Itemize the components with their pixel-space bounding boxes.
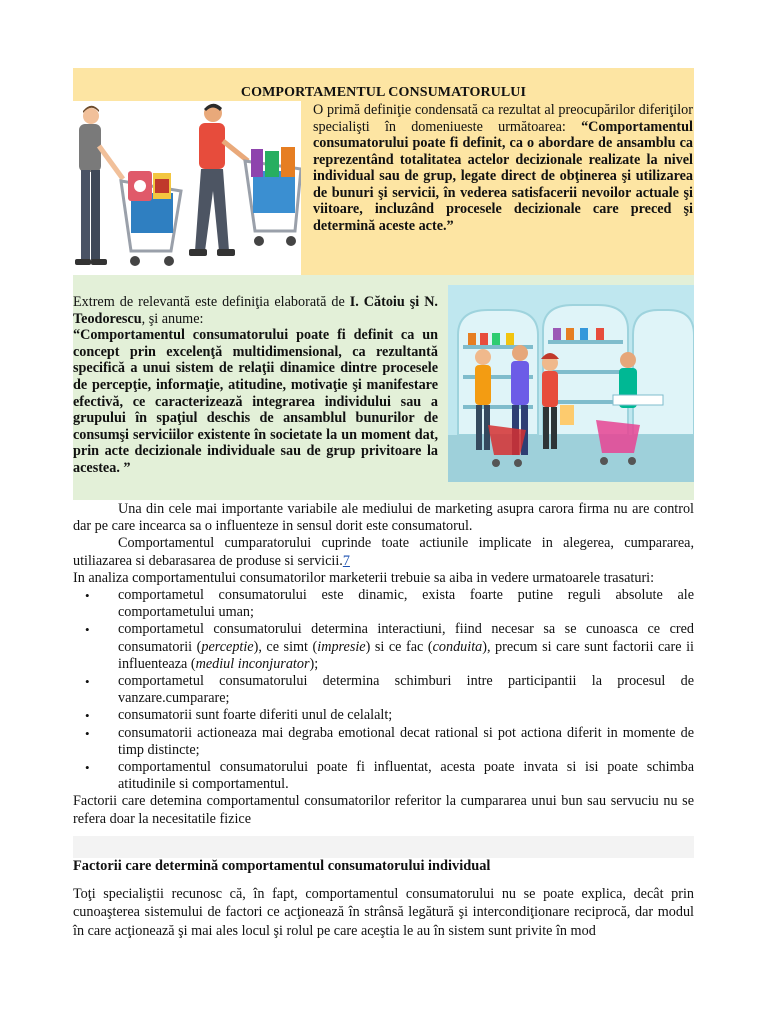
shoppers-illustration [73,101,301,275]
gray-band [73,836,694,858]
list-item: • comportamentul consumatorului poate fi influentat, acesta poate invata si isi poate schimba atitudinile si comportamentul. [73,759,694,793]
list-item-text: ) si ce fac ( [365,638,433,655]
definition-lead-end: , şi anume: [141,310,204,327]
traits-list [73,587,694,793]
definition-quote-2: “Comportamentul consumatorului poate fi definit ca un concept prin excelenţă multidimensional, ca rezultantă specifică a unui sistem de relaţii dinamice dintre procesele de percepţie, informaţie, atitudine, motivaţie şi manifestare efectivă, ce caracterizează integrarea individului sau a grupului în spaţiul deschis de ansamblul bunurilor de consumşi serviciilor existente în societate la un moment dat, prin acte decizionale individuale sau de grup privitoare la acestea. ” [73,327,438,476]
paragraph-3: In analiza comportamentului consumatorilor marketerii trebuie sa aiba in vedere urmatoarele trasaturi: [73,569,655,586]
list-item: • consumatorii actioneaza mai degraba emotional decat rational si pot actiona diferit in momente de timp distincte; [73,725,694,759]
paragraph-1: Una din cele mai importante variabile ale mediului de marketing asupra carora firma nu are control dar pe care incearca sa o influenteze in sensul dorit este consumatorul. [73,501,694,535]
paragraph-2-text: Comportamentul cumparatorului cuprinde toate actiunile implicate in alegerea, cumpararea, utiliazarea si debarasarea de produse si servicii. [73,535,694,569]
list-item: • comportametul consumatorului determina schimburi intre participantii la procesul de vanzare.cumparare; [73,673,694,707]
list-item-text: ); [309,655,319,672]
intro-sentence: O primă definiţie condensată ca rezultat al preocupărilor diferiţilor specialişti în domeniueste următoarea: [313,102,693,135]
intro-section [73,68,694,275]
list-item: • comportametul consumatorului este dinamic, exista foarte putine reguli absolute ale comportametului uman; [73,587,694,621]
list-item-text: ), ce simt ( [253,638,318,655]
last-paragraph: Toţi specialiştii recunosc că, în fapt, comportamentul consumatorului nu se poate explica, decât prin cunoaşterea sistemului de factori ce acţionează în strânsă legătură şi intercondiţionare reciprocă, dar modul în care acţionează şi mai ales locul şi rolul pe care aceştia le au în sistem sunt privite în mod [73,886,694,939]
definition-text [73,294,438,477]
supermarket-illustration [448,285,694,482]
list-item-text: ), precum si care sunt factorii care ii influenteaza ( [118,638,694,672]
paragraph-2 [73,535,694,569]
document-title: COMPORTAMENTUL CONSUMATORULUI [240,85,527,100]
definition-lead: Extrem de relevantă este definiţia elaborată de [73,294,350,310]
definition-section [73,275,694,500]
term-perceptie: perceptie [201,638,254,655]
list-item [73,621,694,673]
term-conduita: conduita [432,638,483,655]
list-item: • consumatorii sunt foarte diferiti unul de celalalt; [73,707,694,724]
body-text [73,501,694,828]
authors-name: I. Cătoiu şi N. Teodorescu [73,294,438,327]
definition-quote-1: “Comportamentul consumatorului poate fi definit, ca o abordare de ansamblu ca reprezentând totalitatea actelor decizionale realizate la nivel individual sau de grup, legate direct de obţinerea şi utilizarea de bunuri şi servicii, în vederea satisfacerii nevoilor actuale şi viitoare, incluzând procesele decizionale care preced şi determină aceste acte.” [313,118,693,234]
intro-text [313,102,693,234]
term-impresie: impresie [317,638,366,655]
term-mediul: mediul inconjurator [195,655,310,672]
section-heading: Factorii care determină comportamentul consumatorului individual [73,858,491,874]
footnote-link[interactable]: 7 [342,552,350,569]
paragraph-4: Factorii care detemina comportamentul consumatorilor referitor la cumpararea unui bun sau servuciu nu se refera doar la necesitatile fizice [73,793,694,827]
list-item-text: comportametul consumatorului determina interactiuni, fiind necesar sa se cunoasca ce cred consumatorii ( [118,621,694,655]
